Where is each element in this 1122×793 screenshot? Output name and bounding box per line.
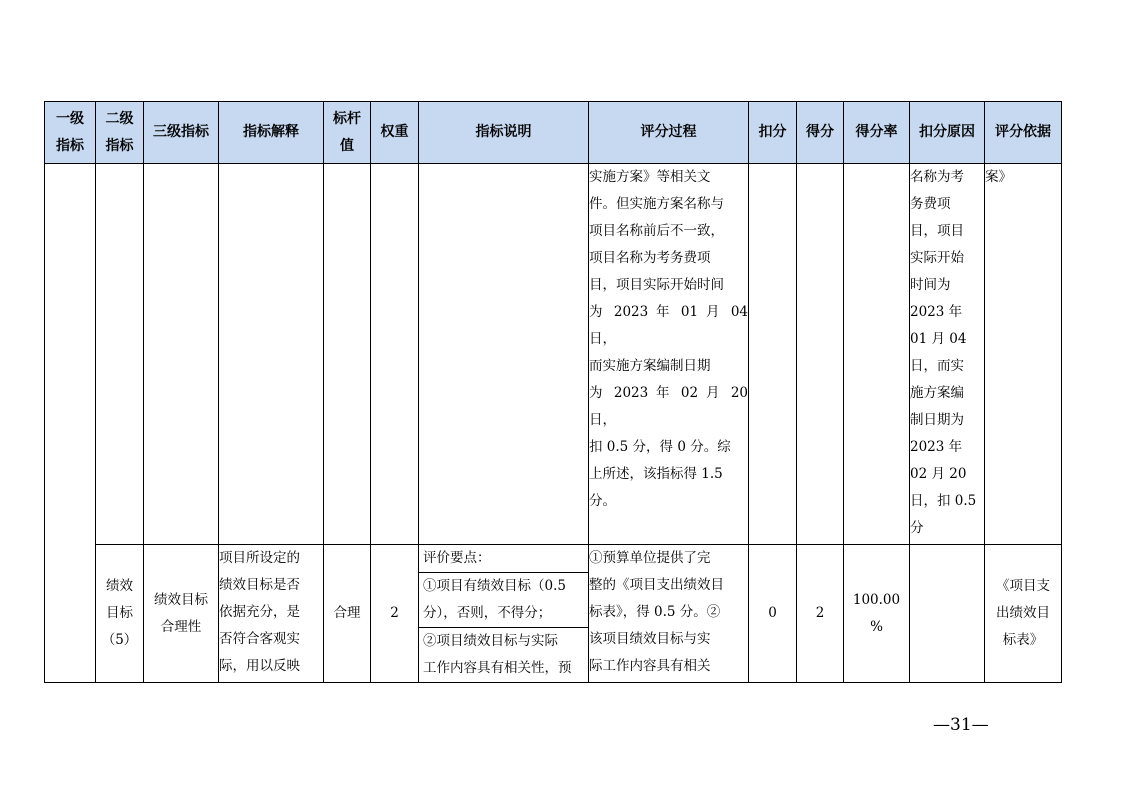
explanation-cell [219,164,324,545]
process-cell: 实施方案》等相关文 件。但实施方案名称与 项目名称前后不一致， 项目名称为考务费项 目，项目实际开始时间 为 2023 年 01 月 04 日， 而实施方案编制日期 为 2023 年 02 月 20 日， 扣 0.5 分，得 0 分。综 上所述，该指标得 1.5 分。 [589,164,749,545]
level3-cell [144,164,219,545]
page-number: —31— [933,715,989,735]
weight-cell: 2 [371,545,419,683]
benchmark-cell [324,164,371,545]
header-process: 评分过程 [589,102,749,164]
description-point-2: ②项目绩效目标与实际 工作内容具有相关性，预 [423,633,572,676]
process-cell: ①预算单位提供了完 整的《项目支出绩效目 标表》，得 0.5 分。② 该项目绩效目标与实 际工作内容具有相关 [589,545,749,683]
level1-cell [45,164,96,683]
header-explanation: 指标解释 [219,102,324,164]
header-deduct: 扣分 [749,102,797,164]
header-level3: 三级指标 [144,102,219,164]
basis-cell: 案》 [985,164,1062,545]
description-point-1: ①项目有绩效目标（0.5 分），否则，不得分； [419,573,588,628]
header-level1: 一级 指标 [45,102,96,164]
explanation-cell: 项目所设定的 绩效目标是否 依据充分，是 否符合客观实 际，用以反映 [219,545,324,683]
header-benchmark: 标杆 值 [324,102,371,164]
rate-cell [844,164,910,545]
deduct-cell [749,164,797,545]
reason-cell: 名称为考 务费项 目，项目 实际开始 时间为 2023 年 01 月 04 日，而实 施方案编 制日期为 2023 年 02 月 20 日，扣 0.5 分 [910,164,985,545]
header-rate: 得分率 [844,102,910,164]
level2-cell: 绩效 目标 （5） [96,545,144,683]
header-reason: 扣分原因 [910,102,985,164]
header-row [45,102,1062,164]
header-description: 指标说明 [419,102,589,164]
description-cell [419,545,589,683]
basis-cell: 《项目支 出绩效目 标表》 [985,545,1062,683]
description-cell [419,164,589,545]
table-row [45,164,1062,545]
header-level2: 二级 指标 [96,102,144,164]
score-cell [797,164,844,545]
deduct-cell: 0 [749,545,797,683]
weight-cell [371,164,419,545]
score-cell: 2 [797,545,844,683]
level2-cell [96,164,144,545]
reason-cell [910,545,985,683]
description-heading: 评价要点： [419,545,588,573]
table-row [45,545,1062,683]
header-score: 得分 [797,102,844,164]
level3-cell: 绩效目标 合理性 [144,545,219,683]
header-weight: 权重 [371,102,419,164]
header-basis: 评分依据 [985,102,1062,164]
benchmark-cell: 合理 [324,545,371,683]
evaluation-table [44,101,1062,683]
rate-cell: 100.00 % [844,545,910,683]
